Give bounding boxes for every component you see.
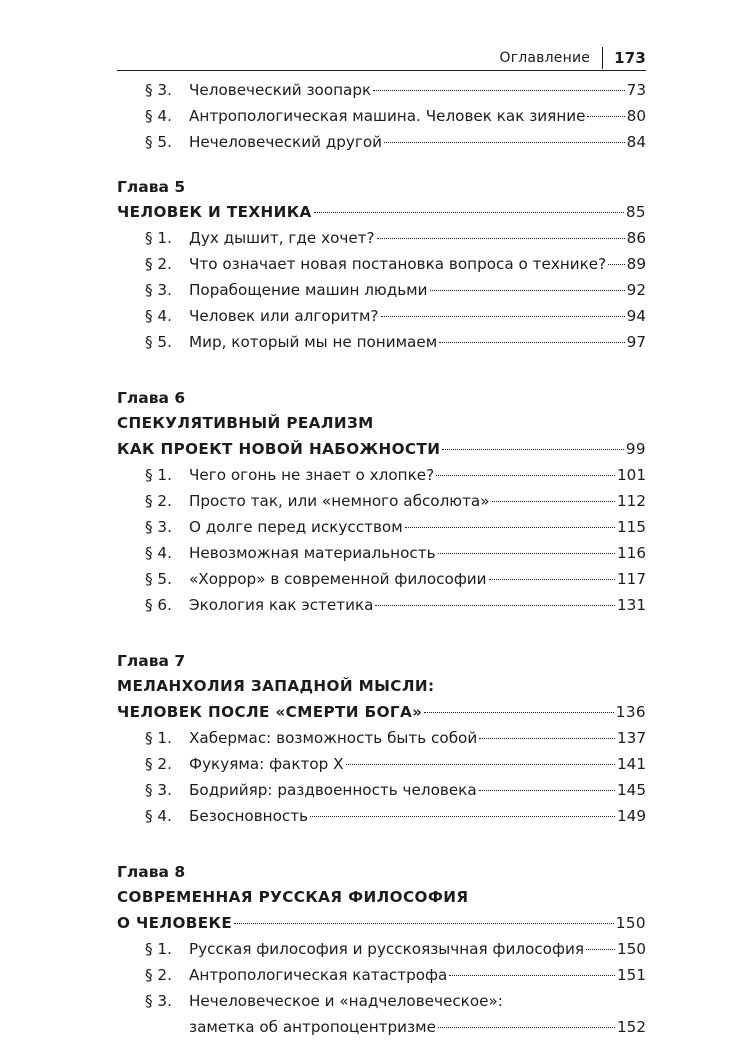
section-page: 145 — [617, 781, 646, 799]
toc-section-entry — [117, 129, 646, 155]
toc-section-entry — [117, 936, 646, 962]
chapter-title-line — [117, 910, 646, 936]
dot-leader — [449, 975, 615, 976]
section-page: 112 — [617, 492, 646, 510]
toc-section-entry — [117, 777, 646, 803]
header-divider — [602, 47, 603, 69]
chapter-title-line — [117, 436, 646, 462]
section-title: «Хоррор» в современной философии — [189, 570, 487, 588]
chapter-title-line — [117, 884, 646, 910]
section-title: Человеческий зоопарк — [189, 81, 372, 99]
chapter-gap — [117, 355, 646, 386]
page-number: 173 — [614, 49, 646, 67]
chapter-title-text: КАК ПРОЕКТ НОВОЙ НАБОЖНОСТИ — [117, 440, 441, 458]
section-page: 86 — [626, 229, 646, 247]
dot-leader — [314, 212, 624, 213]
dot-leader — [587, 116, 624, 117]
section-title: Мир, который мы не понимаем — [189, 333, 438, 351]
dot-leader — [479, 738, 615, 739]
dot-leader — [424, 712, 613, 713]
section-number: § 5. — [145, 570, 172, 588]
section-title-continuation: заметка об антропоцентризме — [189, 1018, 436, 1036]
section-number: § 3. — [145, 781, 172, 799]
chapter-title-text: ЧЕЛОВЕК И ТЕХНИКА — [117, 203, 312, 221]
section-title: Дух дышит, где хочет? — [189, 229, 375, 247]
chapter-label: Глава 8 — [117, 863, 186, 881]
section-page: 137 — [617, 729, 646, 747]
chapter-label: Глава 7 — [117, 652, 186, 670]
chapter-title-text: О ЧЕЛОВЕКЕ — [117, 914, 233, 932]
section-number: § 6. — [145, 596, 172, 614]
section-page: 94 — [626, 307, 646, 325]
chapter-title-text: СПЕКУЛЯТИВНЫЙ РЕАЛИЗМ — [117, 414, 374, 432]
dot-leader — [442, 449, 624, 450]
section-page: 141 — [617, 755, 646, 773]
chapter-title-line — [117, 199, 646, 225]
toc-section-entry — [117, 303, 646, 329]
section-page: 152 — [617, 1018, 646, 1036]
section-page: 115 — [617, 518, 646, 536]
section-title: Нечеловеческий другой — [189, 133, 383, 151]
section-number: § 1. — [145, 229, 172, 247]
section-page: 73 — [626, 81, 646, 99]
toc-section-entry — [117, 725, 646, 751]
dot-leader — [234, 923, 614, 924]
dot-leader — [489, 579, 615, 580]
toc-section-entry — [117, 803, 646, 829]
section-title: Невозможная материальность — [189, 544, 436, 562]
section-page: 116 — [617, 544, 646, 562]
dot-leader — [492, 501, 615, 502]
dot-leader — [377, 238, 625, 239]
dot-leader — [479, 790, 615, 791]
section-number: § 3. — [145, 81, 172, 99]
section-page: 92 — [626, 281, 646, 299]
section-title: Фукуяма: фактор X — [189, 755, 344, 773]
dot-leader — [310, 816, 615, 817]
chapter-gap — [117, 155, 646, 175]
chapter-title-line — [117, 410, 646, 436]
table-of-contents — [117, 77, 646, 1040]
section-page: 84 — [626, 133, 646, 151]
toc-section-entry — [117, 329, 646, 355]
section-title: Бодрийяр: раздвоенность человека — [189, 781, 477, 799]
dot-leader — [586, 949, 615, 950]
toc-section-entry — [117, 77, 646, 103]
section-number: § 5. — [145, 333, 172, 351]
chapter-page: 85 — [625, 203, 646, 221]
section-number: § 1. — [145, 466, 172, 484]
chapter-title-line — [117, 699, 646, 725]
section-title: Хабермас: возможность быть собой — [189, 729, 478, 747]
toc-section-entry-continuation — [117, 1014, 646, 1040]
section-page: 117 — [617, 570, 646, 588]
chapter-page: 136 — [615, 703, 646, 721]
section-number: § 3. — [145, 281, 172, 299]
section-page: 131 — [617, 596, 646, 614]
toc-section-entry — [117, 566, 646, 592]
chapter-gap — [117, 829, 646, 860]
dot-leader — [439, 342, 625, 343]
section-page: 80 — [626, 107, 646, 125]
section-title: Антропологическая машина. Человек как зияние — [189, 107, 586, 125]
dot-leader — [436, 475, 615, 476]
toc-section-entry — [117, 540, 646, 566]
chapter-label: Глава 6 — [117, 389, 186, 407]
toc-section-entry — [117, 251, 646, 277]
section-number: § 3. — [145, 518, 172, 536]
section-page: 150 — [617, 940, 646, 958]
section-number: § 5. — [145, 133, 172, 151]
section-number: § 2. — [145, 492, 172, 510]
section-title: Антропологическая катастрофа — [189, 966, 448, 984]
section-number: § 2. — [145, 755, 172, 773]
section-number: § 2. — [145, 255, 172, 273]
toc-section-entry — [117, 225, 646, 251]
section-title: Просто так, или «немного абсолюта» — [189, 492, 490, 510]
toc-section-entry — [117, 751, 646, 777]
section-title: Чего огонь не знает о хлопке? — [189, 466, 435, 484]
section-page: 101 — [617, 466, 646, 484]
chapter-title-text: СОВРЕМЕННАЯ РУССКАЯ ФИЛОСОФИЯ — [117, 888, 469, 906]
toc-section-entry — [117, 277, 646, 303]
toc-section-entry — [117, 592, 646, 618]
section-page: 89 — [626, 255, 646, 273]
dot-leader — [438, 553, 615, 554]
dot-leader — [438, 1027, 615, 1028]
header-rule — [117, 70, 646, 71]
dot-leader — [608, 264, 624, 265]
running-header-section: Оглавление — [499, 50, 591, 66]
toc-section-entry — [117, 103, 646, 129]
section-title: Что означает новая постановка вопроса о технике? — [189, 255, 607, 273]
section-number: § 4. — [145, 544, 172, 562]
dot-leader — [405, 527, 615, 528]
section-title: Русская философия и русскоязычная философия — [189, 940, 584, 958]
section-number: § 3. — [145, 992, 172, 1010]
chapter-page: 150 — [615, 914, 646, 932]
section-page: 149 — [617, 807, 646, 825]
section-number: § 1. — [145, 729, 172, 747]
section-number: § 2. — [145, 966, 172, 984]
section-title: Нечеловеческое и «надчеловеческое»: — [189, 992, 503, 1010]
toc-section-entry — [117, 488, 646, 514]
toc-section-entry — [117, 462, 646, 488]
section-title: О долге перед искусством — [189, 518, 403, 536]
section-number: § 4. — [145, 307, 172, 325]
toc-section-entry — [117, 962, 646, 988]
dot-leader — [381, 316, 625, 317]
toc-section-entry — [117, 988, 646, 1014]
section-number: § 4. — [145, 107, 172, 125]
chapter-title-line — [117, 673, 646, 699]
section-number: § 1. — [145, 940, 172, 958]
section-title: Человек или алгоритм? — [189, 307, 379, 325]
chapter-gap — [117, 618, 646, 649]
dot-leader — [430, 290, 625, 291]
section-page: 151 — [617, 966, 646, 984]
section-number: § 4. — [145, 807, 172, 825]
section-title: Экология как эстетика — [189, 596, 374, 614]
chapter-title-text: ЧЕЛОВЕК ПОСЛЕ «СМЕРТИ БОГА» — [117, 703, 423, 721]
section-title: Порабощение машин людьми — [189, 281, 428, 299]
section-title: Безосновность — [189, 807, 309, 825]
toc-section-entry — [117, 514, 646, 540]
chapter-label: Глава 5 — [117, 178, 186, 196]
running-header — [499, 44, 646, 72]
dot-leader — [384, 142, 625, 143]
dot-leader — [346, 764, 615, 765]
chapter-page: 99 — [625, 440, 646, 458]
chapter-title-text: МЕЛАНХОЛИЯ ЗАПАДНОЙ МЫСЛИ: — [117, 677, 435, 695]
dot-leader — [375, 605, 615, 606]
section-page: 97 — [626, 333, 646, 351]
dot-leader — [373, 90, 625, 91]
